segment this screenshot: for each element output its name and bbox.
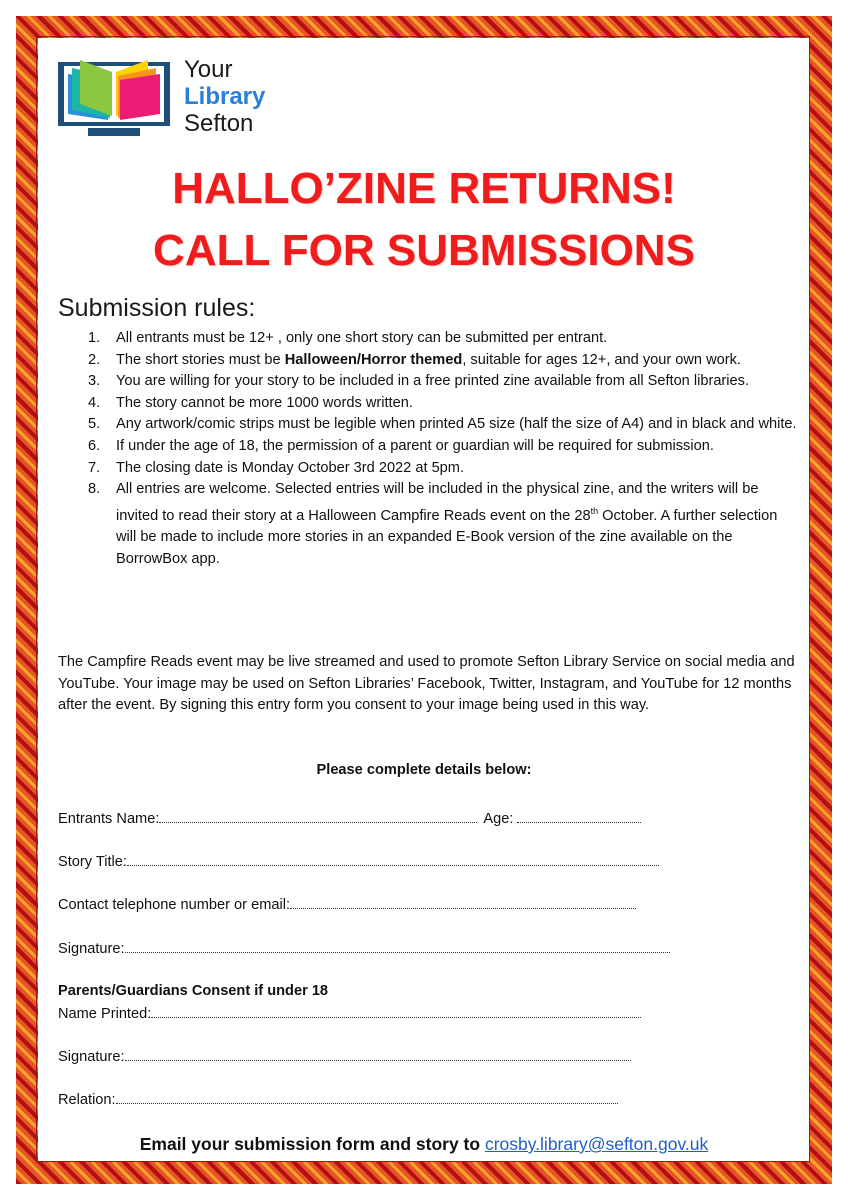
rule-number: 7.	[88, 459, 101, 476]
relation-field[interactable]	[116, 1091, 618, 1104]
footer-text: Email your submission form and story to	[139, 1134, 485, 1154]
rule-number: 8.	[88, 481, 101, 498]
rules-heading: Submission rules:	[58, 294, 256, 322]
complete-details-heading: Please complete details below:	[316, 762, 532, 778]
page-title-line2: CALL FOR SUBMISSIONS	[153, 226, 695, 275]
rule-text: You are willing for your story to be included in a free printed zine available from all Sefton libraries.	[116, 373, 750, 390]
rule-item	[58, 414, 798, 436]
library-logo	[58, 52, 298, 142]
guardian-signature-label: Signature:	[58, 1049, 125, 1065]
signature-field[interactable]	[125, 940, 670, 953]
logo-line-sefton: Sefton	[184, 110, 254, 137]
story-title-field[interactable]	[127, 853, 659, 866]
rule-number: 4.	[88, 394, 101, 411]
rule-text: If under the age of 18, the permission of a parent or guardian will be required for submission.	[116, 437, 714, 454]
logo-line-library: Library	[184, 83, 266, 110]
story-title-label: Story Title:	[58, 854, 127, 870]
rule-item	[58, 436, 798, 458]
contact-row	[58, 896, 636, 913]
guardian-signature-field[interactable]	[125, 1048, 631, 1061]
rule-item	[58, 393, 798, 415]
entrant-name-field[interactable]	[159, 810, 477, 823]
guardian-consent-heading: Parents/Guardians Consent if under 18	[58, 983, 329, 999]
consent-paragraph: The Campfire Reads event may be live streamed and used to promote Sefton Library Service on social media and YouTube. Your image may be used on Sefton Libraries’ Facebook, Twitter, Instagram, and YouTube for 12 months after the event. By signing this entry form you consent to your image being used in this way.	[58, 654, 795, 714]
rule-text: Any artwork/comic strips must be legible when printed A5 size (half the size of A4) and in black and white.	[116, 416, 797, 433]
entrant-name-label: Entrants Name:	[58, 811, 160, 827]
rule-number: 6.	[88, 437, 101, 454]
rule-number: 2.	[88, 351, 101, 368]
rules-list	[58, 328, 798, 570]
rule-item	[58, 458, 798, 480]
signature-label: Signature:	[58, 941, 125, 957]
footer-instruction	[40, 1134, 808, 1155]
rule-number: 3.	[88, 373, 101, 390]
rule-emphasis: Halloween/Horror themed	[284, 351, 463, 368]
ordinal-suffix: th	[590, 505, 599, 516]
relation-label: Relation:	[58, 1092, 116, 1108]
book-logo-icon	[58, 54, 170, 140]
rule-item	[58, 371, 798, 393]
rule-number: 1.	[88, 330, 101, 346]
name-printed-label: Name Printed:	[58, 1006, 152, 1022]
contact-field[interactable]	[290, 896, 636, 909]
rule-text: All entries are welcome. Selected entries will be included in the physical zine, and the writers will be invited to read their story at a Halloween Campfire Reads event on the 28	[116, 481, 759, 524]
rule-text-cont: October. A further selection will be made to include more stories in an expanded E-Book version of the zine available on the BorrowBox app.	[116, 507, 778, 567]
email-link[interactable]: crosby.library@sefton.gov.uk	[484, 1134, 709, 1154]
rule-text: The short stories must be	[116, 351, 285, 368]
rule-text: The closing date is Monday October 3rd 2022 at 5pm.	[116, 459, 465, 476]
contact-label: Contact telephone number or email:	[58, 897, 291, 913]
rule-text-cont: , suitable for ages 12+, and your own work.	[462, 351, 741, 368]
signature-row	[58, 940, 670, 957]
rule-item	[58, 328, 798, 350]
age-field[interactable]	[517, 810, 641, 823]
name-printed-row	[58, 1005, 641, 1022]
story-title-row	[58, 853, 659, 870]
rule-item	[58, 479, 798, 570]
age-label: Age:	[483, 811, 514, 827]
logo-wordmark	[184, 56, 265, 137]
rule-item	[58, 350, 798, 372]
logo-line-your: Your	[184, 56, 233, 83]
entrant-name-row	[58, 810, 641, 827]
rule-text: All entrants must be 12+ , only one short story can be submitted per entrant.	[116, 330, 608, 346]
guardian-signature-row	[58, 1048, 631, 1065]
page-title-line1: HALLO’ZINE RETURNS!	[172, 164, 676, 213]
name-printed-field[interactable]	[151, 1005, 641, 1018]
rule-number: 5.	[88, 416, 101, 433]
relation-row	[58, 1091, 618, 1108]
rule-text: The story cannot be more 1000 words written.	[116, 394, 413, 411]
